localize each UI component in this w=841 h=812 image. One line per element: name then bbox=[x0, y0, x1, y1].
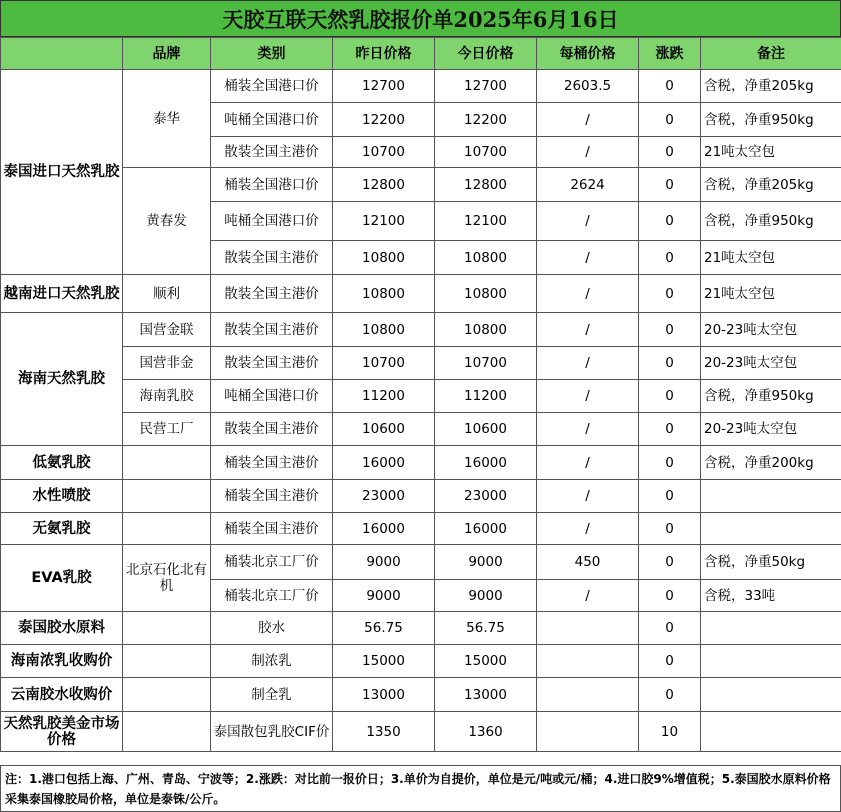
today-price-cell: 12200 bbox=[435, 103, 537, 137]
category-cell: 桶装全国主港价 bbox=[211, 446, 333, 480]
table-row bbox=[1, 678, 841, 712]
note-cell bbox=[701, 678, 841, 712]
barrel-price-cell: / bbox=[537, 241, 639, 275]
yesterday-price-cell: 10600 bbox=[333, 413, 435, 446]
yesterday-price-cell: 23000 bbox=[333, 480, 435, 513]
subgroup-brand bbox=[123, 480, 211, 513]
header-yesterday-price: 昨日价格 bbox=[333, 38, 435, 70]
yesterday-price-cell: 10800 bbox=[333, 275, 435, 313]
subgroup-brand bbox=[123, 513, 211, 545]
yesterday-price-cell: 16000 bbox=[333, 513, 435, 545]
change-cell: 0 bbox=[639, 168, 701, 202]
category-cell: 吨桶全国港口价 bbox=[211, 103, 333, 137]
note-cell: 20-23吨太空包 bbox=[701, 347, 841, 380]
table-row bbox=[1, 413, 841, 446]
category-cell: 散装全国主港价 bbox=[211, 137, 333, 168]
today-price-cell: 16000 bbox=[435, 513, 537, 545]
table-row bbox=[1, 480, 841, 513]
barrel-price-cell: / bbox=[537, 347, 639, 380]
subgroup-brand: 国营非金 bbox=[123, 347, 211, 380]
note-cell: 含税，净重205kg bbox=[701, 168, 841, 202]
today-price-cell: 10800 bbox=[435, 241, 537, 275]
barrel-price-cell: / bbox=[537, 446, 639, 480]
group-name-ammonia-free-latex: 无氨乳胶 bbox=[1, 513, 123, 545]
barrel-price-cell: 2624 bbox=[537, 168, 639, 202]
header-blank bbox=[1, 38, 123, 70]
note-cell bbox=[701, 612, 841, 645]
today-price-cell: 16000 bbox=[435, 446, 537, 480]
barrel-price-cell: 450 bbox=[537, 545, 639, 580]
barrel-price-cell: / bbox=[537, 103, 639, 137]
note-cell bbox=[701, 645, 841, 678]
category-cell: 吨桶全国港口价 bbox=[211, 380, 333, 413]
note-cell: 含税，净重950kg bbox=[701, 380, 841, 413]
subgroup-brand: 黄春发 bbox=[123, 168, 211, 275]
category-cell: 散装全国主港价 bbox=[211, 313, 333, 347]
subgroup-brand bbox=[123, 446, 211, 480]
group-name-natural-latex-usd-market: 天然乳胶美金市场价格 bbox=[1, 712, 123, 752]
category-cell: 散装全国主港价 bbox=[211, 347, 333, 380]
barrel-price-cell bbox=[537, 712, 639, 752]
group-name-waterborne-spray-glue: 水性喷胶 bbox=[1, 480, 123, 513]
yesterday-price-cell: 1350 bbox=[333, 712, 435, 752]
barrel-price-cell: / bbox=[537, 513, 639, 545]
change-cell: 0 bbox=[639, 645, 701, 678]
barrel-price-cell: / bbox=[537, 480, 639, 513]
price-body bbox=[1, 70, 841, 752]
barrel-price-cell: / bbox=[537, 313, 639, 347]
table-row bbox=[1, 313, 841, 347]
today-price-cell: 13000 bbox=[435, 678, 537, 712]
header-today-price: 今日价格 bbox=[435, 38, 537, 70]
table-row bbox=[1, 712, 841, 752]
yesterday-price-cell: 12200 bbox=[333, 103, 435, 137]
subgroup-brand: 国营金联 bbox=[123, 313, 211, 347]
category-cell: 散装全国主港价 bbox=[211, 241, 333, 275]
change-cell: 0 bbox=[639, 513, 701, 545]
yesterday-price-cell: 16000 bbox=[333, 446, 435, 480]
note-cell: 21吨太空包 bbox=[701, 275, 841, 313]
category-cell: 桶装全国港口价 bbox=[211, 168, 333, 202]
group-name-vietnam-natural-latex: 越南进口天然乳胶 bbox=[1, 275, 123, 313]
change-cell: 0 bbox=[639, 480, 701, 513]
category-cell: 制全乳 bbox=[211, 678, 333, 712]
barrel-price-cell: / bbox=[537, 137, 639, 168]
price-table bbox=[0, 37, 841, 752]
category-cell: 吨桶全国港口价 bbox=[211, 202, 333, 241]
group-name-hainan-natural-latex: 海南天然乳胶 bbox=[1, 313, 123, 446]
barrel-price-cell: / bbox=[537, 275, 639, 313]
note-cell: 含税，净重950kg bbox=[701, 202, 841, 241]
group-name-eva-latex: EVA乳胶 bbox=[1, 545, 123, 612]
category-cell: 桶装全国港口价 bbox=[211, 70, 333, 103]
note-cell: 含税，净重200kg bbox=[701, 446, 841, 480]
change-cell: 0 bbox=[639, 202, 701, 241]
category-cell: 泰国散包乳胶CIF价 bbox=[211, 712, 333, 752]
barrel-price-cell: / bbox=[537, 413, 639, 446]
subgroup-brand bbox=[123, 712, 211, 752]
table-row bbox=[1, 513, 841, 545]
today-price-cell: 10800 bbox=[435, 275, 537, 313]
today-price-cell: 11200 bbox=[435, 380, 537, 413]
today-price-cell: 12800 bbox=[435, 168, 537, 202]
subgroup-brand: 民营工厂 bbox=[123, 413, 211, 446]
subgroup-brand: 海南乳胶 bbox=[123, 380, 211, 413]
barrel-price-cell: / bbox=[537, 380, 639, 413]
header-note: 备注 bbox=[701, 38, 841, 70]
header-row bbox=[1, 38, 841, 70]
header-change: 涨跌 bbox=[639, 38, 701, 70]
yesterday-price-cell: 56.75 bbox=[333, 612, 435, 645]
note-cell: 20-23吨太空包 bbox=[701, 313, 841, 347]
today-price-cell: 12100 bbox=[435, 202, 537, 241]
change-cell: 0 bbox=[639, 580, 701, 612]
change-cell: 0 bbox=[639, 678, 701, 712]
today-price-cell: 9000 bbox=[435, 580, 537, 612]
subgroup-brand bbox=[123, 612, 211, 645]
subgroup-brand: 北京石化北有机 bbox=[123, 545, 211, 612]
barrel-price-cell: / bbox=[537, 580, 639, 612]
yesterday-price-cell: 15000 bbox=[333, 645, 435, 678]
group-name-yunnan-glue-purchase: 云南胶水收购价 bbox=[1, 678, 123, 712]
yesterday-price-cell: 12100 bbox=[333, 202, 435, 241]
change-cell: 0 bbox=[639, 413, 701, 446]
group-name-low-ammonia-latex: 低氨乳胶 bbox=[1, 446, 123, 480]
table-row bbox=[1, 70, 841, 103]
change-cell: 0 bbox=[639, 137, 701, 168]
subgroup-brand: 泰华 bbox=[123, 70, 211, 168]
subgroup-brand: 顺利 bbox=[123, 275, 211, 313]
category-cell: 桶装全国主港价 bbox=[211, 480, 333, 513]
group-name-thai-glue-raw-material: 泰国胶水原料 bbox=[1, 612, 123, 645]
category-cell: 桶装北京工厂价 bbox=[211, 580, 333, 612]
footer-note: 注：1.港口包括上海、广州、青岛、宁波等；2.涨跌：对比前一报价日；3.单价为自提价，单位是元/吨或元/桶；4.进口胶9%增值税；5.泰国胶水原料价格采集泰国橡胶局价格，单位是泰铢/公斤。 bbox=[0, 765, 841, 812]
note-cell: 含税，33吨 bbox=[701, 580, 841, 612]
change-cell: 0 bbox=[639, 347, 701, 380]
yesterday-price-cell: 10700 bbox=[333, 347, 435, 380]
header-category: 类别 bbox=[211, 38, 333, 70]
today-price-cell: 9000 bbox=[435, 545, 537, 580]
table-row bbox=[1, 380, 841, 413]
yesterday-price-cell: 9000 bbox=[333, 580, 435, 612]
subgroup-brand bbox=[123, 645, 211, 678]
barrel-price-cell: 2603.5 bbox=[537, 70, 639, 103]
barrel-price-cell bbox=[537, 678, 639, 712]
category-cell: 制浓乳 bbox=[211, 645, 333, 678]
note-cell: 21吨太空包 bbox=[701, 137, 841, 168]
category-cell: 散装全国主港价 bbox=[211, 275, 333, 313]
today-price-cell: 10600 bbox=[435, 413, 537, 446]
header-brand: 品牌 bbox=[123, 38, 211, 70]
group-name-hainan-concentrate-purchase: 海南浓乳收购价 bbox=[1, 645, 123, 678]
note-cell: 21吨太空包 bbox=[701, 241, 841, 275]
yesterday-price-cell: 12700 bbox=[333, 70, 435, 103]
today-price-cell: 10700 bbox=[435, 347, 537, 380]
note-cell bbox=[701, 480, 841, 513]
table-row bbox=[1, 168, 841, 202]
barrel-price-cell: / bbox=[537, 202, 639, 241]
table-row bbox=[1, 275, 841, 313]
sheet-title: 天胶互联天然乳胶报价单2025年6月16日 bbox=[0, 0, 841, 37]
subgroup-brand bbox=[123, 678, 211, 712]
yesterday-price-cell: 9000 bbox=[333, 545, 435, 580]
change-cell: 0 bbox=[639, 313, 701, 347]
category-cell: 散装全国主港价 bbox=[211, 413, 333, 446]
change-cell: 0 bbox=[639, 545, 701, 580]
category-cell: 桶装全国主港价 bbox=[211, 513, 333, 545]
note-cell: 20-23吨太空包 bbox=[701, 413, 841, 446]
table-row bbox=[1, 545, 841, 580]
change-cell: 0 bbox=[639, 70, 701, 103]
change-cell: 0 bbox=[639, 275, 701, 313]
today-price-cell: 10700 bbox=[435, 137, 537, 168]
today-price-cell: 15000 bbox=[435, 645, 537, 678]
change-cell: 0 bbox=[639, 380, 701, 413]
yesterday-price-cell: 10800 bbox=[333, 241, 435, 275]
change-cell: 0 bbox=[639, 103, 701, 137]
yesterday-price-cell: 10700 bbox=[333, 137, 435, 168]
group-name-thai-natural-latex: 泰国进口天然乳胶 bbox=[1, 70, 123, 275]
change-cell: 10 bbox=[639, 712, 701, 752]
note-cell bbox=[701, 712, 841, 752]
today-price-cell: 12700 bbox=[435, 70, 537, 103]
today-price-cell: 1360 bbox=[435, 712, 537, 752]
table-row bbox=[1, 645, 841, 678]
barrel-price-cell bbox=[537, 612, 639, 645]
table-row bbox=[1, 612, 841, 645]
today-price-cell: 23000 bbox=[435, 480, 537, 513]
today-price-cell: 56.75 bbox=[435, 612, 537, 645]
table-row bbox=[1, 347, 841, 380]
note-cell: 含税，净重950kg bbox=[701, 103, 841, 137]
yesterday-price-cell: 11200 bbox=[333, 380, 435, 413]
table-row bbox=[1, 446, 841, 480]
change-cell: 0 bbox=[639, 612, 701, 645]
today-price-cell: 10800 bbox=[435, 313, 537, 347]
note-cell: 含税，净重205kg bbox=[701, 70, 841, 103]
category-cell: 桶装北京工厂价 bbox=[211, 545, 333, 580]
yesterday-price-cell: 12800 bbox=[333, 168, 435, 202]
change-cell: 0 bbox=[639, 446, 701, 480]
yesterday-price-cell: 13000 bbox=[333, 678, 435, 712]
barrel-price-cell bbox=[537, 645, 639, 678]
change-cell: 0 bbox=[639, 241, 701, 275]
header-barrel-price: 每桶价格 bbox=[537, 38, 639, 70]
category-cell: 胶水 bbox=[211, 612, 333, 645]
note-cell bbox=[701, 513, 841, 545]
note-cell: 含税，净重50kg bbox=[701, 545, 841, 580]
yesterday-price-cell: 10800 bbox=[333, 313, 435, 347]
